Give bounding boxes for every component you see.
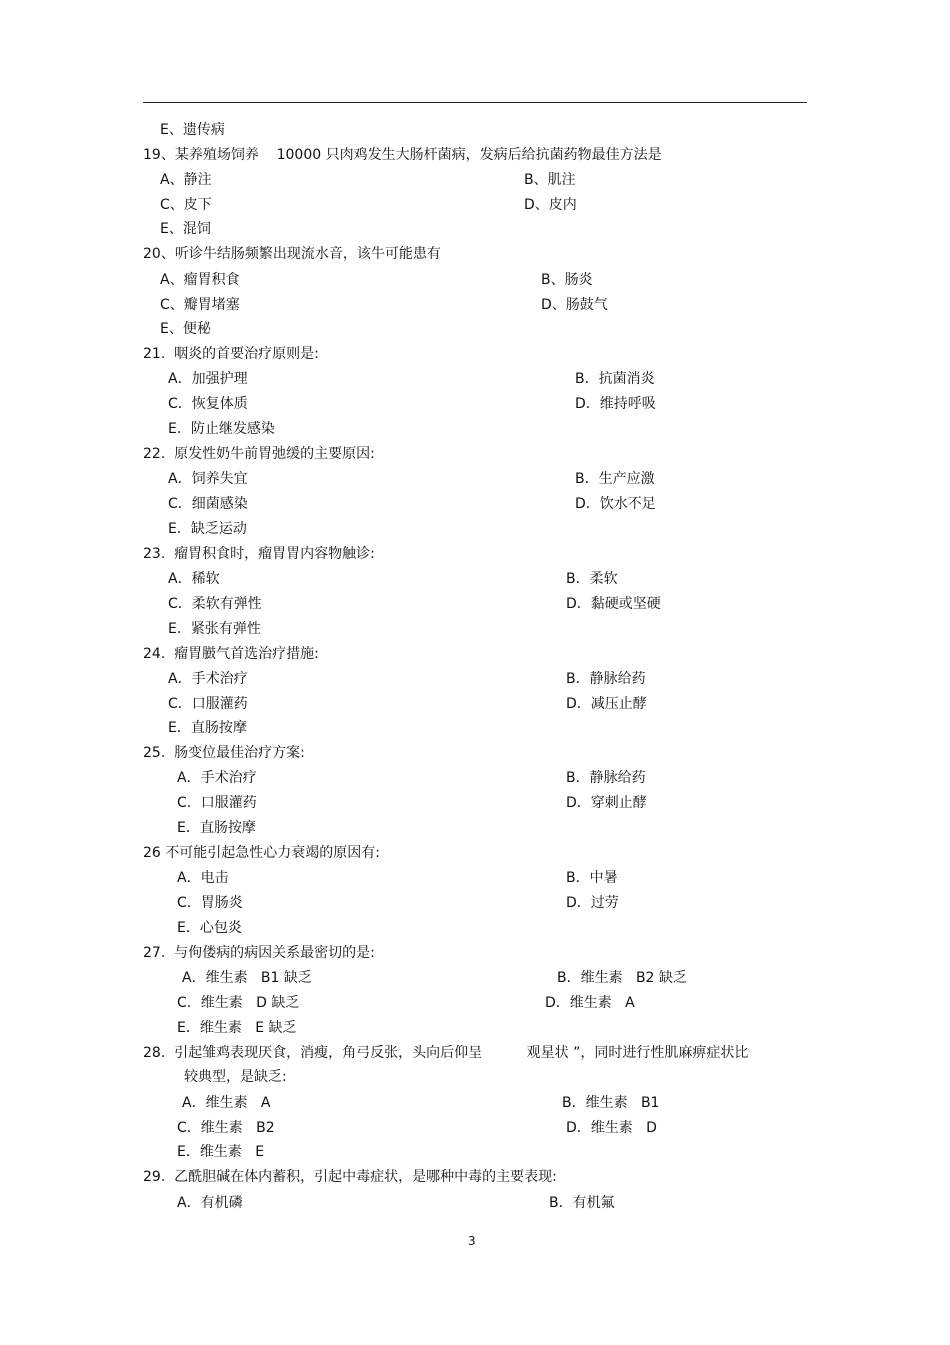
q25-stem: 25. 肠变位最佳治疗方案: xyxy=(143,745,305,761)
q21-option-d: D．维持呼吸 xyxy=(575,396,656,412)
q25-option-c: C．口服灌药 xyxy=(177,795,257,811)
q28-option-a: A．维生素 A xyxy=(182,1095,271,1111)
q19-option-a: A、静注 xyxy=(160,172,212,188)
q23-option-d: D．黏硬或坚硬 xyxy=(566,596,661,612)
q28-option-c: C．维生素 B2 xyxy=(177,1120,275,1136)
q20-option-d: D、肠鼓气 xyxy=(541,297,608,313)
q26-option-b: B．中暑 xyxy=(566,870,618,886)
q21-option-c: C．恢复体质 xyxy=(168,396,248,412)
q28-option-d: D．维生素 D xyxy=(566,1120,657,1136)
q23-option-c: C．柔软有弹性 xyxy=(168,596,262,612)
prev-option-e: E、遗传病 xyxy=(160,122,225,138)
q25-option-b: B．静脉给药 xyxy=(566,770,646,786)
q19-stem: 19、某养殖场饲养 10000 只肉鸡发生大肠杆菌病，发病后给抗菌药物最佳方法是 xyxy=(143,147,662,163)
q25-option-e: E．直肠按摩 xyxy=(177,820,256,836)
q29-option-b: B．有机氟 xyxy=(549,1195,615,1211)
page-number: 3 xyxy=(468,1234,476,1248)
q29-option-a: A．有机磷 xyxy=(177,1195,243,1211)
q23-option-b: B．柔软 xyxy=(566,571,618,587)
q24-stem: 24. 瘤胃臌气首选治疗措施: xyxy=(143,646,319,662)
q27-option-c: C．维生素 D 缺乏 xyxy=(177,995,300,1011)
q27-option-a: A．维生素 B1 缺乏 xyxy=(182,970,312,986)
q27-stem: 27. 与佝偻病的病因关系最密切的是: xyxy=(143,945,375,961)
q22-option-a: A．饲养失宜 xyxy=(168,471,248,487)
q21-option-b: B．抗菌消炎 xyxy=(575,371,655,387)
q19-option-d: D、皮内 xyxy=(524,197,577,213)
q24-option-d: D．减压止酵 xyxy=(566,696,647,712)
q21-stem: 21. 咽炎的首要治疗原则是: xyxy=(143,346,319,362)
q25-option-a: A．手术治疗 xyxy=(177,770,257,786)
q20-option-c: C、瓣胃堵塞 xyxy=(160,297,240,313)
q26-option-a: A．电击 xyxy=(177,870,229,886)
header-rule xyxy=(143,102,807,103)
q20-option-e: E、便秘 xyxy=(160,321,211,337)
q22-option-b: B．生产应激 xyxy=(575,471,655,487)
q20-option-b: B、肠炎 xyxy=(541,272,593,288)
q19-option-b: B、肌注 xyxy=(524,172,576,188)
q22-option-c: C．细菌感染 xyxy=(168,496,248,512)
q25-option-d: D．穿刺止酵 xyxy=(566,795,647,811)
q19-option-e: E、混饲 xyxy=(160,221,211,237)
q21-option-a: A．加强护理 xyxy=(168,371,248,387)
q23-stem: 23. 瘤胃积食时，瘤胃胃内容物触诊: xyxy=(143,546,375,562)
q28-stem-continued: 较典型，是缺乏: xyxy=(184,1069,287,1085)
q22-option-d: D．饮水不足 xyxy=(575,496,656,512)
q24-option-c: C．口服灌药 xyxy=(168,696,248,712)
q26-option-e: E．心包炎 xyxy=(177,920,242,936)
q26-option-d: D．过劳 xyxy=(566,895,619,911)
q27-option-b: B．维生素 B2 缺乏 xyxy=(557,970,687,986)
q20-option-a: A、瘤胃积食 xyxy=(160,272,240,288)
q22-option-e: E．缺乏运动 xyxy=(168,521,247,537)
q28-stem: 28. 引起雏鸡表现厌食，消瘦，角弓反张，头向后仰呈 观星状 ”，同时进行性肌麻痹症状比 xyxy=(143,1045,749,1061)
q19-option-c: C、皮下 xyxy=(160,197,212,213)
q21-option-e: E．防止继发感染 xyxy=(168,421,275,437)
q27-option-d: D．维生素 A xyxy=(545,995,635,1011)
q24-option-e: E．直肠按摩 xyxy=(168,720,247,736)
q20-stem: 20、听诊牛结肠频繁出现流水音，该牛可能患有 xyxy=(143,246,441,262)
q23-option-e: E．紧张有弹性 xyxy=(168,621,261,637)
q24-option-a: A．手术治疗 xyxy=(168,671,248,687)
q23-option-a: A．稀软 xyxy=(168,571,220,587)
q28-option-b: B．维生素 B1 xyxy=(562,1095,660,1111)
q28-option-e: E．维生素 E xyxy=(177,1144,265,1160)
q26-option-c: C．胃肠炎 xyxy=(177,895,243,911)
q24-option-b: B．静脉给药 xyxy=(566,671,646,687)
q22-stem: 22. 原发性奶牛前胃弛缓的主要原因: xyxy=(143,446,375,462)
q29-stem: 29. 乙酰胆碱在体内蓄积，引起中毒症状，是哪种中毒的主要表现: xyxy=(143,1169,557,1185)
q26-stem: 26 不可能引起急性心力衰竭的原因有: xyxy=(143,845,380,861)
q27-option-e: E．维生素 E 缺乏 xyxy=(177,1020,297,1036)
